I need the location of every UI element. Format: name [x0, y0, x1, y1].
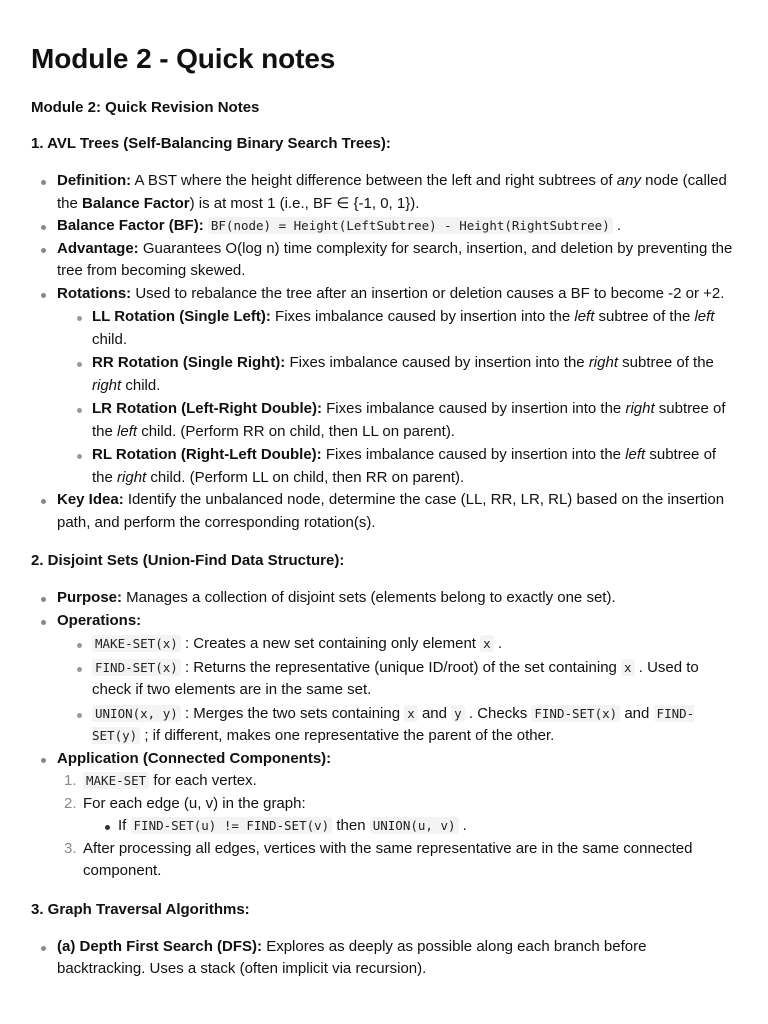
- inline-code: FIND-SET(x): [92, 659, 181, 676]
- connected-components-steps: [57, 770, 738, 883]
- avl-list: [31, 170, 738, 534]
- list-item: FIND-SET(x) : Returns the representative (unique ID/root) of the set containing x . Used to check if two elements are in the same set.: [57, 657, 738, 702]
- list-item: UNION(x, y) : Merges the two sets containing x and y . Checks FIND-SET(x) and FIND-SET(y) ; if different, makes one representative the parent of the other.: [57, 703, 738, 748]
- list-item: Advantage: Guarantees O(log n) time complexity for search, insertion, and deletion by preventing the tree from becoming skewed.: [31, 238, 738, 283]
- list-item: Balance Factor (BF): BF(node) = Height(LeftSubtree) - Height(RightSubtree) .: [31, 215, 738, 238]
- inline-code: UNION(x, y): [92, 705, 181, 722]
- list-item: (a) Depth First Search (DFS): Explores as deeply as possible along each branch before backtracking. Uses a stack (often implicit via recursion).: [31, 936, 738, 981]
- list-item: Rotations: Used to rebalance the tree after an insertion or deletion causes a BF to become -2 or +2. LL Rotation (Single Left): Fixes imbalance caused by insertion into the left subtree of the left child. RR Rotation (Single Right): Fixes imbalance caused by insertion into the right subtree of the right child. LR Rotation (Left-Right Double): Fixes imbalance caused by insertion into the right subtree of the left child. (Perform RR on child, then LL on parent). RL Rotation (Right-Left Double): Fixes imbalance caused by insertion into the left subtree of the right child. (Perform LL on child, then RR on parent).: [31, 283, 738, 490]
- list-item: LR Rotation (Left-Right Double): Fixes imbalance caused by insertion into the right subtree of the left child. (Perform RR on child, then LL on parent).: [57, 398, 738, 443]
- list-item: 1. MAKE-SET for each vertex.: [64, 772, 257, 789]
- rotations-list: [57, 306, 738, 489]
- list-item: If FIND-SET(u) != FIND-SET(v) then UNION(u, v) .: [83, 815, 738, 838]
- list-item: Operations: MAKE-SET(x) : Creates a new set containing only element x . FIND-SET(x) : Returns the representative (unique ID/root) of the set containing x . Used to check if two elements are in the same set. UNION(x, y) : Merges the two sets containing x and y . Checks FIND-SET(x) and FIND-SET(y) ; if different, makes one representative the parent of the other.: [31, 610, 738, 748]
- edge-condition-list: [83, 815, 738, 838]
- page-title: Module 2 - Quick notes: [31, 43, 336, 74]
- section-heading-avl: 1. AVL Trees (Self-Balancing Binary Search Trees):: [31, 135, 391, 152]
- inline-code: MAKE-SET(x): [92, 635, 181, 652]
- inline-code: MAKE-SET: [83, 772, 149, 789]
- list-item: Key Idea: Identify the unbalanced node, determine the case (LL, RR, LR, RL) based on the insertion path, and perform the corresponding rotation(s).: [31, 489, 738, 534]
- list-item: MAKE-SET(x) : Creates a new set containing only element x .: [57, 633, 738, 656]
- section-heading-disjoint-sets: 2. Disjoint Sets (Union-Find Data Structure):: [31, 552, 345, 569]
- disjoint-sets-list: [31, 587, 738, 883]
- section-heading-graph-traversal: 3. Graph Traversal Algorithms:: [31, 900, 250, 918]
- list-item: LL Rotation (Single Left): Fixes imbalance caused by insertion into the left subtree of the left child.: [57, 306, 738, 351]
- list-item: Definition: A BST where the height difference between the left and right subtrees of any node (called the Balance Factor) is at most 1 (i.e., BF ∈ {-1, 0, 1}).: [31, 170, 738, 215]
- graph-traversal-list: [31, 936, 738, 981]
- list-item: 3. After processing all edges, vertices with the same representative are in the same connected component.: [64, 839, 693, 879]
- list-item: RR Rotation (Single Right): Fixes imbalance caused by insertion into the right subtree of the right child.: [57, 352, 738, 397]
- list-item: RL Rotation (Right-Left Double): Fixes imbalance caused by insertion into the left subtree of the right child. (Perform LL on child, then RR on parent).: [57, 444, 738, 489]
- inline-code: BF(node) = Height(LeftSubtree) - Height(RightSubtree): [208, 217, 613, 234]
- subtitle: Module 2: Quick Revision Notes: [31, 99, 260, 116]
- list-item: Purpose: Manages a collection of disjoint sets (elements belong to exactly one set).: [31, 587, 738, 610]
- list-item: Application (Connected Components): 1. MAKE-SET for each vertex. 2. For each edge (u, v) in the graph: If FIND-SET(u) != FIND-SET(v) then UNION(u, v) . 3. After processing all edges, vertices with the same representative are in the same connected component.: [31, 748, 738, 883]
- operations-list: [57, 633, 738, 748]
- list-item: 2. For each edge (u, v) in the graph: If FIND-SET(u) != FIND-SET(v) then UNION(u, v) .: [57, 793, 738, 838]
